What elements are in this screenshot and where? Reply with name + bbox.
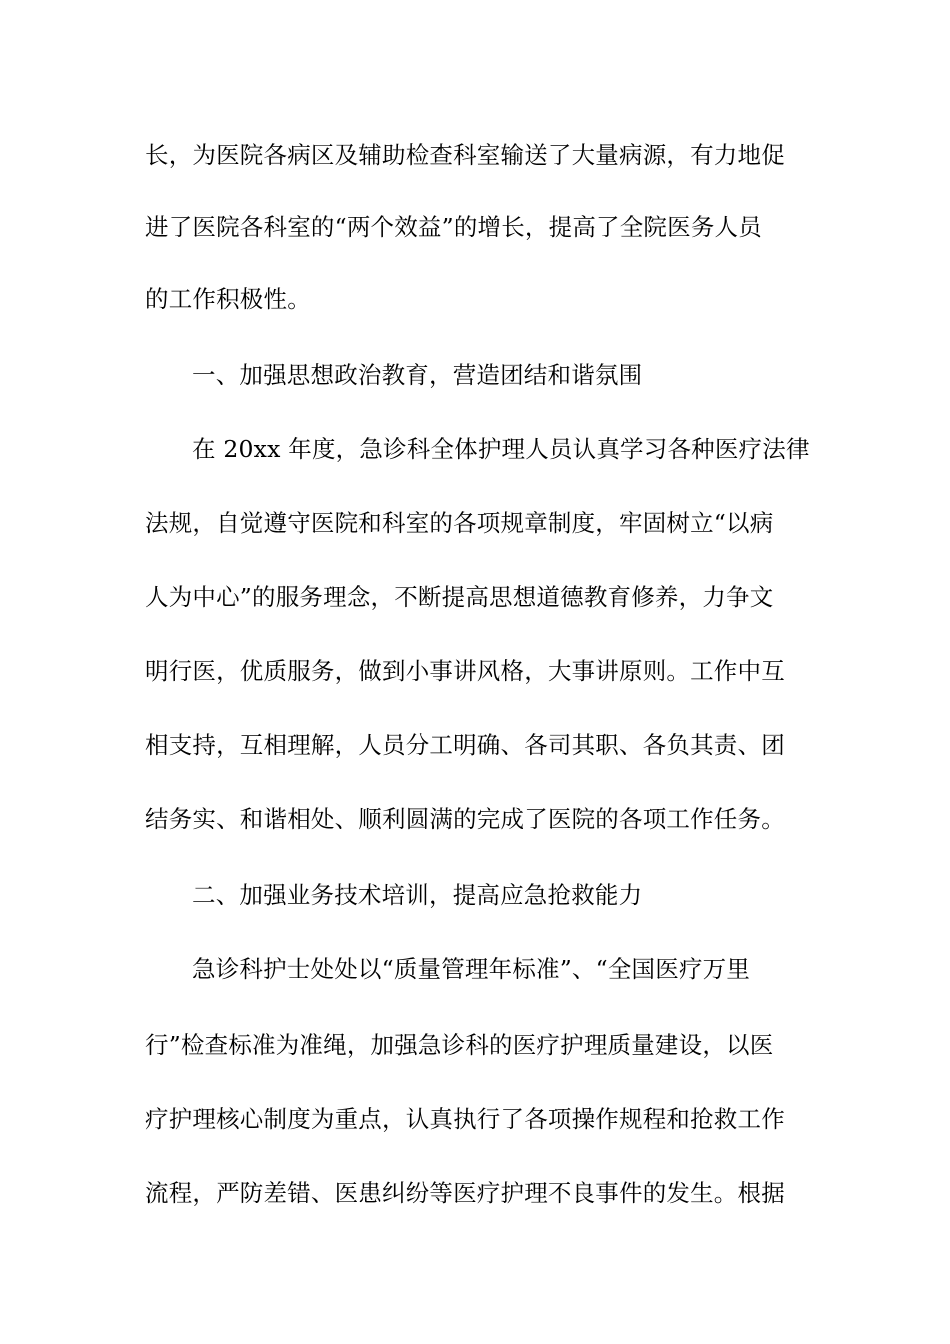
body-text-line: 流程，严防差错、医患纠纷等医疗护理不良事件的发生。根据 (145, 1179, 785, 1207)
body-text-line: 急诊科护士处处以“质量管理年标准”、“全国医疗万里 (192, 955, 751, 983)
body-text-line: 疗护理核心制度为重点，认真执行了各项操作规程和抢救工作 (145, 1105, 785, 1133)
body-text-line: 行”检查标准为准绳，加强急诊科的医疗护理质量建设，以医 (145, 1031, 774, 1059)
body-text-line: 明行医，优质服务，做到小事讲风格，大事讲原则。工作中互 (145, 657, 785, 685)
section-heading: 一、加强思想政治教育，营造团结和谐氛围 (192, 361, 643, 389)
body-text-line: 长，为医院各病区及辅助检查科室输送了大量病源，有力地促 (145, 141, 785, 169)
section-heading: 二、加强业务技术培训，提高应急抢救能力 (192, 881, 643, 909)
body-text-line: 法规，自觉遵守医院和科室的各项规章制度，牢固树立“以病 (145, 509, 774, 537)
body-text-line: 在 20xx 年度，急诊科全体护理人员认真学习各种医疗法律 (192, 435, 810, 463)
body-text-line: 人为中心”的服务理念，不断提高思想道德教育修养，力争文 (145, 583, 774, 611)
body-text-line: 结务实、和谐相处、顺利圆满的完成了医院的各项工作任务。 (145, 805, 785, 833)
body-text-line: 相支持，互相理解，人员分工明确、各司其职、各负其责、团 (145, 731, 785, 759)
body-text-line: 进了医院各科室的“两个效益”的增长，提高了全院医务人员 (145, 213, 762, 241)
body-text-line: 的工作积极性。 (145, 285, 311, 313)
